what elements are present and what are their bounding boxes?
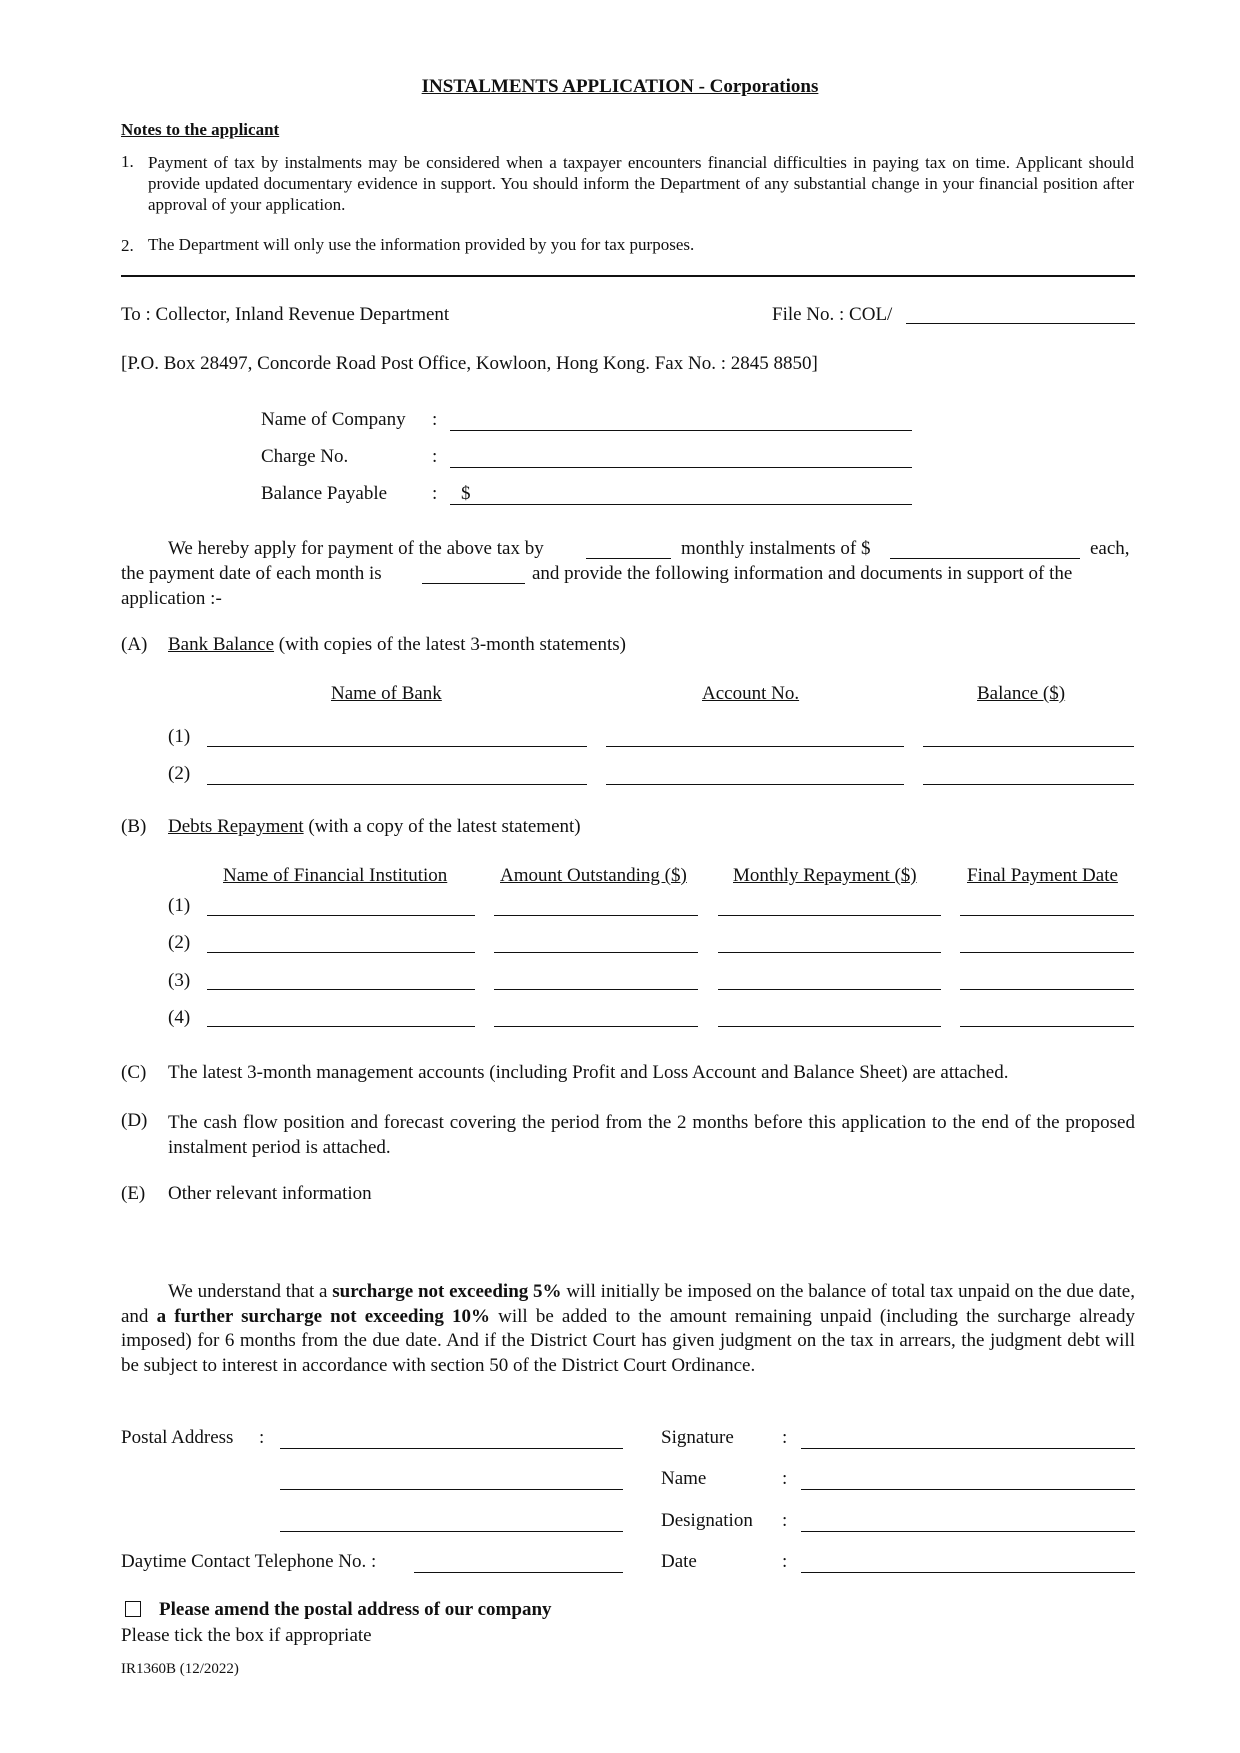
note-text: Payment of tax by instalments may be considered when a taxpayer encounters financial difficulties in paying tax on time. Applicant should provide updated documentary evidence in support. You should inform the Department of any substantial change in your financial position after approval of your application.	[148, 153, 1134, 214]
payment-date-field[interactable]	[422, 583, 525, 584]
surcharge-emphasis: surcharge not exceeding 5%	[332, 1281, 562, 1302]
signature-field[interactable]	[801, 1448, 1135, 1449]
colon: :	[782, 1427, 788, 1448]
surcharge-emphasis: a further surcharge not exceeding 10%	[156, 1305, 490, 1327]
instalment-count-field[interactable]	[586, 558, 671, 559]
monthly-repayment-column-header: Monthly Repayment ($)	[733, 865, 917, 886]
surcharge-text: will initially be imposed on the balance of total tax unpaid on the due date, and	[121, 1281, 1135, 1327]
section-b-title: Debts Repayment	[168, 816, 304, 837]
date-field[interactable]	[801, 1572, 1135, 1573]
bank-name-column-header: Name of Bank	[331, 683, 442, 704]
addressee: To : Collector, Inland Revenue Department	[121, 304, 450, 325]
surcharge-text: We understand that a	[168, 1281, 333, 1302]
telephone-field[interactable]	[414, 1572, 623, 1573]
surcharge-text: will be added to the amount remaining unpaid (including the surcharge already imposed) for 6 months from the due date. And if the District Court has given judgment on the tax in arrears, the judgment debt will be subject to interest in accordance with section 50 of the District Court Ordinance.	[121, 1305, 1135, 1376]
account-no-field[interactable]	[606, 784, 904, 785]
section-b-note: (with a copy of the latest statement)	[303, 816, 581, 837]
dollar-sign: $	[461, 483, 471, 504]
designation-field[interactable]	[801, 1531, 1135, 1532]
file-no-label: File No. : COL/	[772, 304, 893, 325]
account-no-column-header: Account No.	[702, 683, 800, 704]
charge-no-label: Charge No.	[261, 446, 349, 467]
designation-label: Designation	[661, 1510, 753, 1531]
table-row-number: (1)	[168, 726, 191, 747]
separator-rule	[121, 275, 1135, 277]
amend-address-checkbox[interactable]	[125, 1601, 141, 1617]
balance-column-header: Balance ($)	[977, 683, 1066, 704]
institution-field[interactable]	[207, 989, 475, 990]
institution-column-header: Name of Financial Institution	[223, 865, 448, 886]
balance-payable-field[interactable]	[450, 504, 912, 505]
colon: :	[432, 446, 438, 467]
charge-no-field[interactable]	[450, 467, 912, 468]
final-payment-date-column-header: Final Payment Date	[967, 865, 1118, 886]
account-no-field[interactable]	[606, 746, 904, 747]
section-d-letter: (D)	[121, 1110, 148, 1131]
name-label: Name	[661, 1468, 707, 1489]
table-row-number: (1)	[168, 895, 191, 916]
tick-box-note: Please tick the box if appropriate	[121, 1625, 372, 1646]
balance-field[interactable]	[923, 784, 1134, 785]
amount-outstanding-field[interactable]	[494, 1026, 698, 1027]
colon: :	[432, 483, 438, 504]
date-label: Date	[661, 1551, 697, 1572]
section-b-letter: (B)	[121, 816, 147, 837]
apply-text: application :-	[121, 588, 222, 609]
section-e-letter: (E)	[121, 1183, 146, 1204]
amount-outstanding-column-header: Amount Outstanding ($)	[500, 865, 687, 886]
institution-field[interactable]	[207, 915, 475, 916]
amount-outstanding-field[interactable]	[494, 915, 698, 916]
institution-field[interactable]	[207, 1026, 475, 1027]
amend-address-label: Please amend the postal address of our company	[159, 1599, 552, 1620]
notes-heading: Notes to the applicant	[121, 120, 280, 139]
apply-text: We hereby apply for payment of the above tax by	[168, 538, 544, 559]
bank-name-field[interactable]	[207, 746, 587, 747]
section-e-text: Other relevant information	[168, 1183, 372, 1204]
monthly-repayment-field[interactable]	[718, 915, 941, 916]
signature-label: Signature	[661, 1427, 734, 1448]
postal-address-field[interactable]	[280, 1448, 623, 1449]
section-c-letter: (C)	[121, 1062, 147, 1083]
telephone-label: Daytime Contact Telephone No. :	[121, 1551, 377, 1572]
note-number: 1.	[121, 152, 134, 171]
final-payment-date-field[interactable]	[960, 1026, 1134, 1027]
colon: :	[432, 409, 438, 430]
apply-text: the payment date of each month is	[121, 563, 382, 584]
company-name-field[interactable]	[450, 430, 912, 431]
name-field[interactable]	[801, 1489, 1135, 1490]
monthly-repayment-field[interactable]	[718, 989, 941, 990]
form-title: INSTALMENTS APPLICATION - Corporations	[421, 76, 819, 97]
final-payment-date-field[interactable]	[960, 952, 1134, 953]
instalment-amount-field[interactable]	[890, 558, 1080, 559]
postal-address-field[interactable]	[280, 1531, 623, 1532]
note-number: 2.	[121, 236, 134, 255]
form-code: IR1360B (12/2022)	[121, 1661, 239, 1677]
colon: :	[782, 1551, 788, 1572]
institution-field[interactable]	[207, 952, 475, 953]
section-a-heading	[168, 634, 626, 656]
po-box-address: [P.O. Box 28497, Concorde Road Post Office, Kowloon, Hong Kong. Fax No. : 2845 8850]	[121, 353, 818, 374]
colon: :	[782, 1510, 788, 1531]
section-a-letter: (A)	[121, 634, 148, 655]
colon: :	[782, 1468, 788, 1489]
balance-field[interactable]	[923, 746, 1134, 747]
section-a-title: Bank Balance	[168, 634, 275, 655]
file-no-field[interactable]	[906, 323, 1135, 324]
table-row-number: (4)	[168, 1007, 191, 1028]
monthly-repayment-field[interactable]	[718, 1026, 941, 1027]
apply-text: and provide the following information and documents in support of the	[532, 563, 1073, 584]
surcharge-paragraph	[121, 1280, 1135, 1378]
amount-outstanding-field[interactable]	[494, 989, 698, 990]
table-row-number: (3)	[168, 970, 191, 991]
apply-text: monthly instalments of $	[681, 538, 871, 559]
note-text: The Department will only use the information provided by you for tax purposes.	[148, 235, 695, 254]
final-payment-date-field[interactable]	[960, 989, 1134, 990]
bank-name-field[interactable]	[207, 784, 587, 785]
section-c-text: The latest 3-month management accounts (including Profit and Loss Account and Balance Sheet) are attached.	[168, 1062, 1009, 1083]
section-b-heading	[168, 816, 581, 838]
apply-text: each,	[1090, 538, 1130, 559]
section-d-text: The cash flow position and forecast covering the period from the 2 months before this application to the end of the proposed instalment period is attached.	[168, 1112, 1135, 1158]
postal-address-label: Postal Address	[121, 1427, 234, 1448]
colon: :	[259, 1427, 265, 1448]
final-payment-date-field[interactable]	[960, 915, 1134, 916]
section-a-note: (with copies of the latest 3-month statements)	[274, 634, 626, 655]
table-row-number: (2)	[168, 932, 191, 953]
postal-address-field[interactable]	[280, 1489, 623, 1490]
balance-payable-label: Balance Payable	[261, 483, 388, 504]
table-row-number: (2)	[168, 763, 191, 784]
amount-outstanding-field[interactable]	[494, 952, 698, 953]
monthly-repayment-field[interactable]	[718, 952, 941, 953]
company-name-label: Name of Company	[261, 409, 406, 430]
